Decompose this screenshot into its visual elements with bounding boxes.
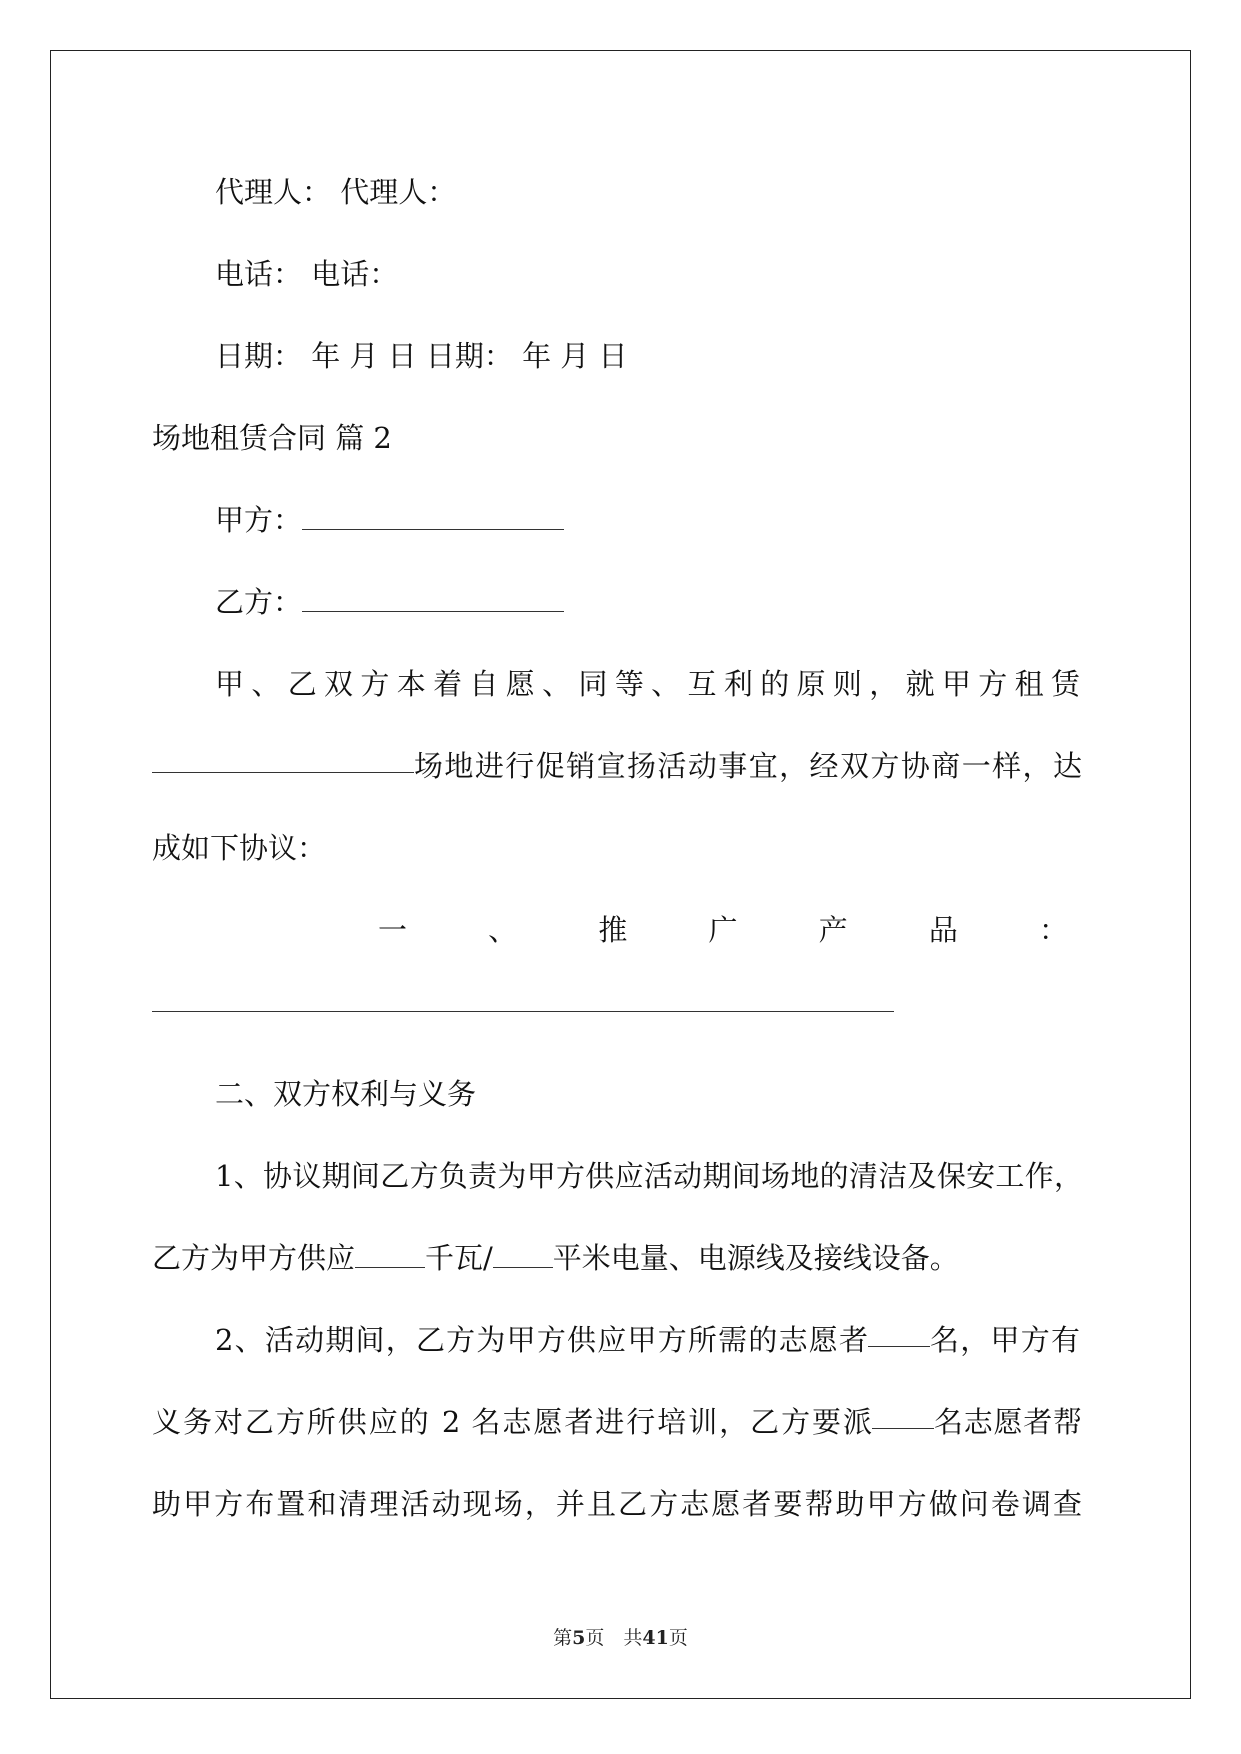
square-meter-blank xyxy=(493,1241,553,1268)
item1-line-2-a: 乙方为甲方供应 xyxy=(152,1241,356,1275)
footer-prefix: 第 xyxy=(553,1627,573,1649)
item2-line-1-a: 2、活动期间，乙方为甲方供应甲方所需的志愿者 xyxy=(215,1323,868,1357)
kilowatt-blank xyxy=(355,1241,425,1268)
intro-line-2-text: 场地进行促销宣扬活动事宜，经双方协商一样，达 xyxy=(414,749,1082,783)
intro-line-3: 成如下协议： xyxy=(152,831,327,865)
agent-line: 代理人： 代理人： xyxy=(215,175,457,209)
item2-line-2 xyxy=(152,1402,1082,1442)
footer-total-pages: 41 xyxy=(642,1627,669,1649)
item1-line-2-b: 千瓦/ xyxy=(425,1241,493,1275)
product-blank-line xyxy=(152,1011,894,1012)
phone-line: 电话： 电话： xyxy=(215,257,399,291)
party-b-blank xyxy=(302,585,564,612)
footer-page-number: 5 xyxy=(572,1627,586,1649)
rights-heading: 二、双方权利与义务 xyxy=(215,1077,477,1111)
footer-middle: 页 共 xyxy=(585,1627,643,1649)
volunteer-count-blank xyxy=(868,1320,930,1347)
item1-line-2-c: 平米电量、电源线及接线设备。 xyxy=(552,1241,959,1275)
venue-blank xyxy=(152,746,414,773)
footer-suffix: 页 xyxy=(668,1627,688,1649)
party-a-blank xyxy=(302,503,564,530)
item2-line-1-b: 名，甲方有 xyxy=(930,1323,1080,1357)
page-footer xyxy=(0,1623,1241,1650)
intro-line-2 xyxy=(152,746,1082,786)
assigned-volunteer-blank xyxy=(872,1402,934,1429)
item2-line-2-b: 名志愿者帮 xyxy=(934,1405,1082,1439)
party-a-label: 甲方： xyxy=(215,503,303,537)
item2-line-3: 助甲方布置和清理活动现场，并且乙方志愿者要帮助甲方做问卷调查 xyxy=(152,1487,1082,1521)
section-title: 场地租赁合同 篇 2 xyxy=(152,421,392,455)
party-b-label: 乙方： xyxy=(215,585,303,619)
intro-line-1: 甲、乙双方本着自愿、同等、互利的原则，就甲方租赁 xyxy=(215,667,1080,701)
item2-line-2-a: 义务对乙方所供应的 2 名志愿者进行培训，乙方要派 xyxy=(152,1405,872,1439)
page-border xyxy=(50,50,1191,1699)
product-heading: 一 、 推 广 产 品 ： xyxy=(378,913,1068,947)
date-line: 日期： 年 月 日 日期： 年 月 日 xyxy=(215,339,628,373)
item2-line-1 xyxy=(215,1320,1080,1360)
party-a-line xyxy=(215,500,564,540)
item1-line-1: 1、协议期间乙方负责为甲方供应活动期间场地的清洁及保安工作， xyxy=(215,1159,1083,1193)
item1-line-2 xyxy=(152,1238,959,1278)
party-b-line xyxy=(215,582,564,622)
